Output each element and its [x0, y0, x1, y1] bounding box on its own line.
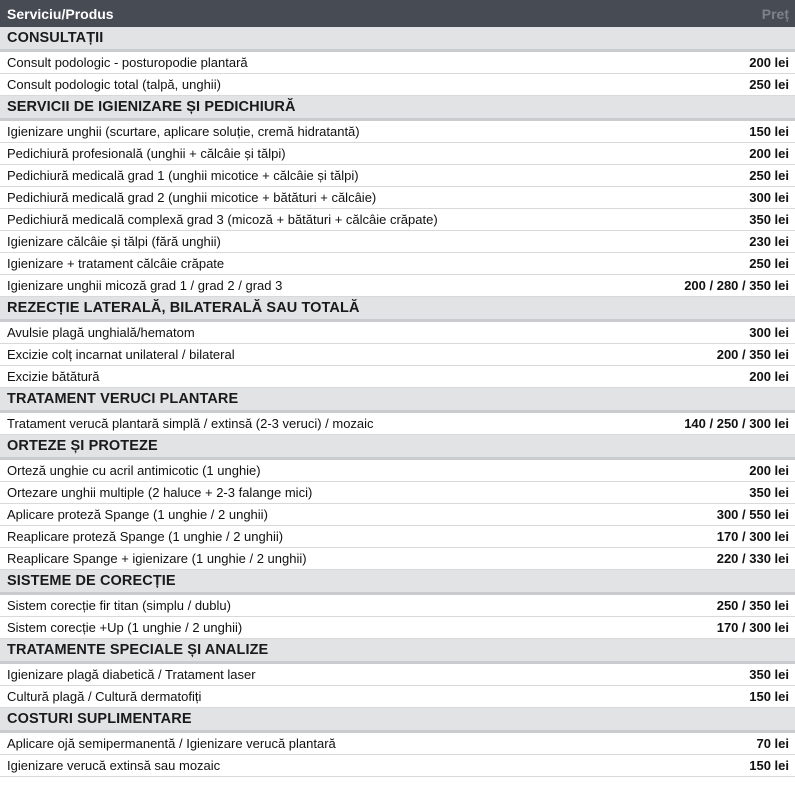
- service-name: Consult podologic - posturopodie plantară: [7, 55, 248, 70]
- service-name: Tratament verucă plantară simplă / extinsă (2-3 veruci) / mozaic: [7, 416, 374, 431]
- service-name: Igienizare unghii (scurtare, aplicare soluție, cremă hidratantă): [7, 124, 360, 139]
- table-row: [0, 121, 795, 143]
- service-name: Aplicare ojă semipermanentă / Igienizare verucă plantară: [7, 736, 336, 751]
- service-price: 170 / 300 lei: [716, 529, 789, 544]
- category-header: CONSULTAȚII: [0, 27, 795, 52]
- table-row: [0, 74, 795, 96]
- table-row: [0, 664, 795, 686]
- service-price: 140 / 250 / 300 lei: [684, 416, 789, 431]
- table-row: [0, 733, 795, 755]
- table-row: [0, 52, 795, 74]
- service-price: 350 lei: [749, 212, 789, 227]
- service-price: 200 / 350 lei: [716, 347, 789, 362]
- service-price: 350 lei: [749, 667, 789, 682]
- service-price: 200 lei: [749, 55, 789, 70]
- service-price: 300 / 550 lei: [716, 507, 789, 522]
- service-name: Cultură plagă / Cultură dermatofiți: [7, 689, 202, 704]
- table-header: [0, 0, 795, 27]
- category-header: TRATAMENTE SPECIALE ȘI ANALIZE: [0, 639, 795, 664]
- category-header: COSTURI SUPLIMENTARE: [0, 708, 795, 733]
- service-name: Igienizare verucă extinsă sau mozaic: [7, 758, 221, 773]
- table-row: [0, 755, 795, 777]
- table-row: [0, 504, 795, 526]
- table-row: [0, 595, 795, 617]
- service-name: Igienizare + tratament călcâie crăpate: [7, 256, 225, 271]
- service-price: 200 lei: [749, 463, 789, 478]
- price-column-header: Preț: [761, 5, 789, 22]
- service-name: Avulsie plagă unghială/hematom: [7, 325, 195, 340]
- table-body: [0, 27, 795, 777]
- table-row: [0, 413, 795, 435]
- service-name: Orteză unghie cu acril antimicotic (1 unghie): [7, 463, 261, 478]
- table-row: [0, 143, 795, 165]
- service-name: Sistem corecție fir titan (simplu / dublu): [7, 598, 231, 613]
- service-price: 150 lei: [749, 124, 789, 139]
- service-price: 250 lei: [749, 77, 789, 92]
- service-price: 300 lei: [749, 325, 789, 340]
- service-price: 200 / 280 / 350 lei: [684, 278, 789, 293]
- table-row: [0, 686, 795, 708]
- service-name: Pedichiură medicală grad 2 (unghii micotice + bătături + călcâie): [7, 190, 377, 205]
- service-price: 150 lei: [749, 758, 789, 773]
- service-price: 200 lei: [749, 369, 789, 384]
- table-row: [0, 617, 795, 639]
- table-row: [0, 322, 795, 344]
- table-row: [0, 344, 795, 366]
- service-name: Sistem corecție +Up (1 unghie / 2 unghii): [7, 620, 243, 635]
- service-price: 200 lei: [749, 146, 789, 161]
- category-header: SISTEME DE CORECȚIE: [0, 570, 795, 595]
- table-row: [0, 187, 795, 209]
- service-price: 150 lei: [749, 689, 789, 704]
- table-row: [0, 253, 795, 275]
- service-name: Reaplicare proteză Spange (1 unghie / 2 unghii): [7, 529, 284, 544]
- service-name: Igienizare unghii micoză grad 1 / grad 2 / grad 3: [7, 278, 283, 293]
- service-column-header: Serviciu/Produs: [7, 5, 114, 22]
- table-row: [0, 165, 795, 187]
- service-price: 300 lei: [749, 190, 789, 205]
- category-header: ORTEZE ȘI PROTEZE: [0, 435, 795, 460]
- service-name: Excizie colț incarnat unilateral / bilateral: [7, 347, 235, 362]
- table-row: [0, 526, 795, 548]
- service-name: Aplicare proteză Spange (1 unghie / 2 unghii): [7, 507, 268, 522]
- table-row: [0, 460, 795, 482]
- service-price: 350 lei: [749, 485, 789, 500]
- category-header: REZECȚIE LATERALĂ, BILATERALĂ SAU TOTALĂ: [0, 297, 795, 322]
- service-price: 230 lei: [749, 234, 789, 249]
- table-row: [0, 482, 795, 504]
- service-price: 250 lei: [749, 256, 789, 271]
- table-row: [0, 231, 795, 253]
- service-name: Pedichiură profesională (unghii + călcâie și tălpi): [7, 146, 286, 161]
- service-name: Igienizare călcâie și tălpi (fără unghii): [7, 234, 221, 249]
- service-price: 70 lei: [756, 736, 789, 751]
- category-header: SERVICII DE IGIENIZARE ȘI PEDICHIURĂ: [0, 96, 795, 121]
- service-name: Pedichiură medicală grad 1 (unghii micotice + călcâie și tălpi): [7, 168, 359, 183]
- service-name: Excizie bătătură: [7, 369, 100, 384]
- service-name: Consult podologic total (talpă, unghii): [7, 77, 221, 92]
- service-name: Ortezare unghii multiple (2 haluce + 2-3 falange mici): [7, 485, 313, 500]
- service-price: 170 / 300 lei: [716, 620, 789, 635]
- category-header: TRATAMENT VERUCI PLANTARE: [0, 388, 795, 413]
- service-price: 250 / 350 lei: [716, 598, 789, 613]
- service-name: Reaplicare Spange + igienizare (1 unghie / 2 unghii): [7, 551, 307, 566]
- table-row: [0, 209, 795, 231]
- table-row: [0, 366, 795, 388]
- service-price: 250 lei: [749, 168, 789, 183]
- service-name: Igienizare plagă diabetică / Tratament laser: [7, 667, 256, 682]
- table-row: [0, 275, 795, 297]
- service-price: 220 / 330 lei: [716, 551, 789, 566]
- service-name: Pedichiură medicală complexă grad 3 (micoză + bătături + călcâie crăpate): [7, 212, 438, 227]
- table-row: [0, 548, 795, 570]
